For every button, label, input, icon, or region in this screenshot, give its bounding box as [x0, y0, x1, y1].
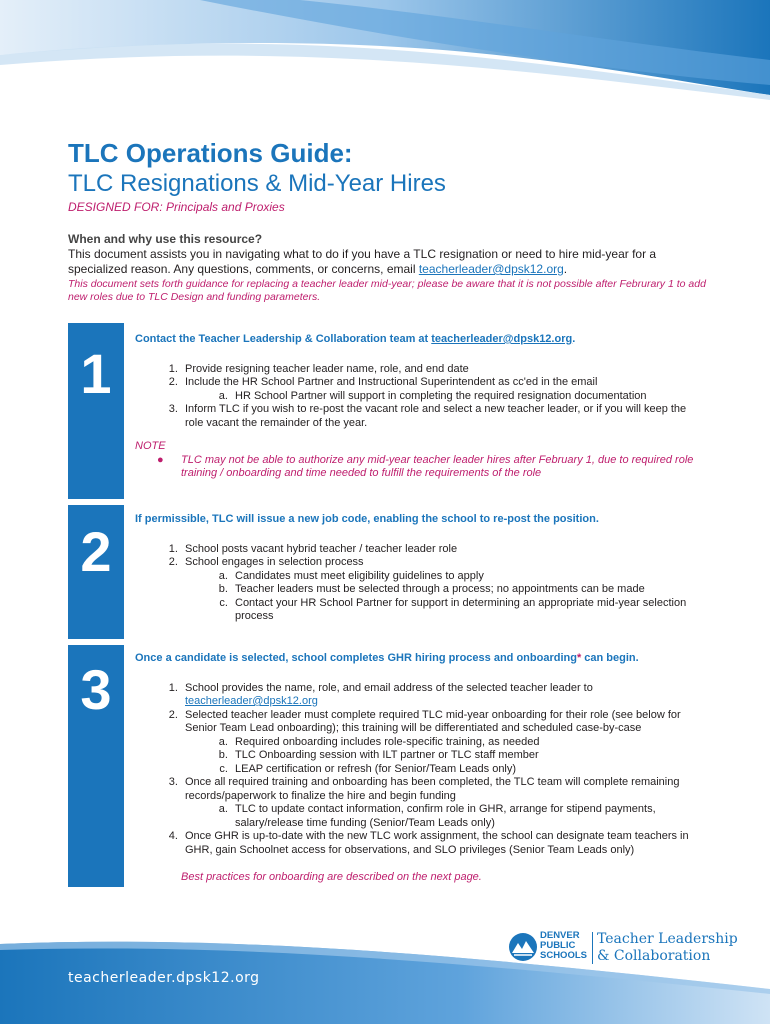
step-1-bar	[68, 323, 124, 499]
step-2-heading: If permissible, TLC will issue a new job code, enabling the school to re-post the position.	[135, 513, 599, 525]
step-3-list	[135, 682, 705, 858]
list-item: a. TLC to update contact information, confirm role in GHR, arrange for stipend payments, salary/release time funding (Senior/Team Leads only)	[231, 803, 705, 830]
step-2-number: 2	[80, 520, 112, 583]
step-2-content	[135, 513, 705, 624]
list-item: 3. Inform TLC if you wish to re-post the vacant role and select a new teacher leader, or if you will keep the role vacant the remainder of the year.	[181, 403, 705, 430]
list-item: ● TLC may not be able to authorize any mid-year teacher leader hires after February 1, due to required role training / onboarding and time needed to fulfill the requirements of the role	[157, 453, 694, 479]
designed-for-label: DESIGNED FOR: Principals and Proxies	[68, 200, 285, 214]
list-item: a. Candidates must meet eligibility guidelines to apply	[231, 570, 705, 584]
footer-url[interactable]: teacherleader.dpsk12.org	[68, 970, 260, 986]
list-item: 2. Selected teacher leader must complete required TLC mid-year onboarding for their role (see below for Senior Team Lead onboarding); this training will be differentiated and scheduled case-by-case a. Required onboarding includes role-specific training, as needed b. TLC Onboarding session with ILT partner or TLC staff member c. LEAP certification or refresh (for Senior/Team Leads only)	[181, 709, 705, 777]
tlc-logo-text: Teacher Leadership & Collaboration	[597, 931, 738, 964]
step-3-email-link[interactable]: teacherleader@dpsk12.org	[185, 695, 318, 707]
list-item: c. LEAP certification or refresh (for Senior/Team Leads only)	[231, 763, 705, 777]
list-item: 3. Once all required training and onboarding has been completed, the TLC team will complete remaining records/paperwork to finalize the hire and begin funding a. TLC to update contact information, confirm role in GHR, arrange for stipend payments, salary/release time funding (Senior/Team Leads only)	[181, 776, 705, 830]
intro-paragraph: This document assists you in navigating what to do if you have a TLC resignation or need to hire mid-year for a specialized reason. Any questions, comments, or concerns, email teacherleader@dpsk12.org.	[68, 247, 657, 276]
step-3-heading: Once a candidate is selected, school completes GHR hiring process and onboarding* can begin.	[135, 652, 639, 664]
list-item: 1. Provide resigning teacher leader name, role, and end date	[181, 363, 705, 377]
step-3-number: 3	[80, 658, 112, 721]
dps-logo-text: DENVER PUBLIC SCHOOLS	[540, 930, 587, 961]
step-2-list	[135, 543, 705, 624]
intro-email-link[interactable]: teacherleader@dpsk12.org	[418, 262, 564, 276]
step-1-content	[135, 333, 705, 481]
list-item: 1. School posts vacant hybrid teacher / teacher leader role	[181, 543, 705, 557]
best-practices-note: Best practices for onboarding are described on the next page.	[181, 871, 482, 883]
list-item: a. Required onboarding includes role-specific training, as needed	[231, 736, 705, 750]
list-item: 2. School engages in selection process a. Candidates must meet eligibility guidelines to apply b. Teacher leaders must be selected through a process; no appointments can be made c. Contact your HR School Partner for support in determining an appropriate mid-year selection process	[181, 556, 705, 624]
warning-text: This document sets forth guidance for replacing a teacher leader mid-year; please be aware that it is not possible after Februrary 1 to add new roles due to TLC Design and funding parameters.	[68, 278, 706, 303]
step-1-email-link[interactable]: teacherleader@dpsk12.org	[431, 333, 573, 345]
bullet-icon: ●	[157, 453, 164, 466]
page-title: TLC Operations Guide:	[68, 138, 353, 168]
list-item: 2. Include the HR School Partner and Instructional Superintendent as cc'ed in the email a. HR School Partner will support in completing the required resignation documentation	[181, 376, 705, 403]
step-2-bar	[68, 505, 124, 639]
step-1-number: 1	[80, 342, 112, 405]
step-3-bar	[68, 645, 124, 887]
list-item: a. HR School Partner will support in completing the required resignation documentation	[231, 390, 705, 404]
page-subtitle: TLC Resignations & Mid-Year Hires	[68, 170, 446, 197]
note-list	[135, 454, 705, 481]
when-heading: When and why use this resource?	[68, 232, 263, 246]
note-label: NOTE	[135, 440, 166, 452]
step-1-heading: Contact the Teacher Leadership & Collaboration team at teacherleader@dpsk12.org.	[135, 333, 576, 345]
step-3-content	[135, 652, 705, 885]
header-wave-graphic	[0, 0, 770, 110]
list-item: 1. School provides the name, role, and email address of the selected teacher leader to teacherleader@dpsk12.org	[181, 682, 705, 709]
list-item: b. Teacher leaders must be selected through a process; no appointments can be made	[231, 583, 705, 597]
list-item: 4. Once GHR is up-to-date with the new TLC work assignment, the school can designate team teachers in GHR, gain Schoolnet access for observations, and SLO privileges (Senior Team Leads only)	[181, 830, 705, 857]
list-item: b. TLC Onboarding session with ILT partner or TLC staff member	[231, 749, 705, 763]
list-item: c. Contact your HR School Partner for support in determining an appropriate mid-year selection process	[231, 597, 705, 624]
step-1-list	[135, 363, 705, 431]
